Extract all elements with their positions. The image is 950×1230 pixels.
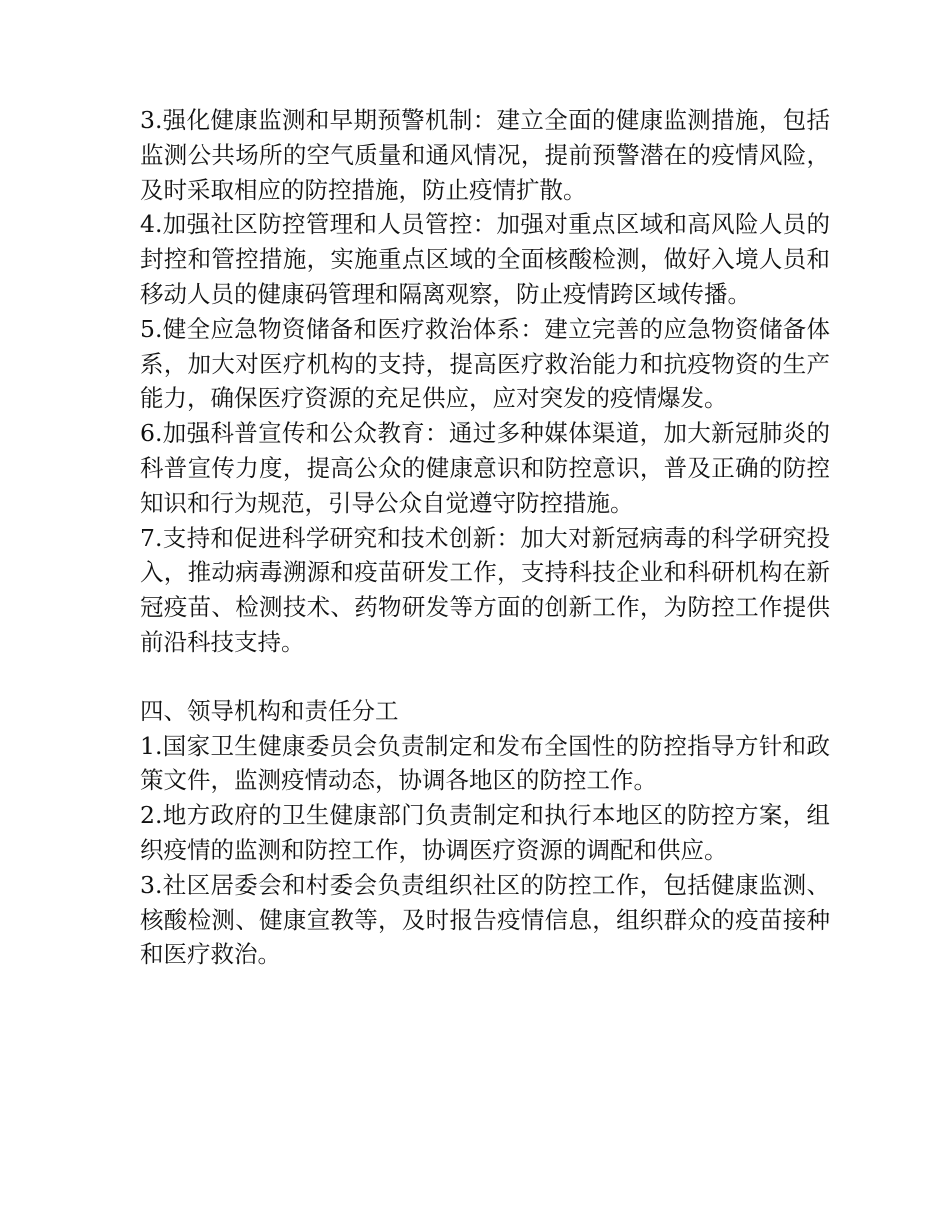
section4-item-1: 1.国家卫生健康委员会负责制定和发布全国性的防控指导方针和政策文件，监测疫情动态，协调各地区的防控工作。 [140, 731, 830, 795]
section3-item-4: 4.加强社区防控管理和人员管控：加强对重点区域和高风险人员的封控和管控措施，实施重点区域的全面核酸检测，做好入境人员和移动人员的健康码管理和隔离观察，防止疫情跨区域传播。 [140, 210, 830, 308]
document-page [140, 103, 830, 972]
section3-item-5: 5.健全应急物资储备和医疗救治体系：建立完善的应急物资储备体系，加大对医疗机构的支持，提高医疗救治能力和抗疫物资的生产能力，确保医疗资源的充足供应，应对突发的疫情爆发。 [140, 314, 830, 413]
section4-heading: 四、领导机构和责任分工 [140, 696, 399, 725]
section3-item-6: 6.加强科普宣传和公众教育：通过多种媒体渠道，加大新冠肺炎的科普宣传力度，提高公众的健康意识和防控意识，普及正确的防控知识和行为规范，引导公众自觉遵守防控措施。 [140, 419, 830, 517]
section4-item-2: 2.地方政府的卫生健康部门负责制定和执行本地区的防控方案，组织疫情的监测和防控工作，协调医疗资源的调配和供应。 [140, 801, 830, 864]
section3-item-7: 7.支持和促进科学研究和技术创新：加大对新冠病毒的科学研究投入，推动病毒溯源和疫苗研发工作，支持科技企业和科研机构在新冠疫苗、检测技术、药物研发等方面的创新工作，为防控工作提供前沿科技支持。 [140, 523, 830, 656]
section4-item-3: 3.社区居委会和村委会负责组织社区的防控工作，包括健康监测、核酸检测、健康宣教等，及时报告疫情信息，组织群众的疫苗接种和医疗救治。 [140, 870, 830, 969]
section3-item-3: 3.强化健康监测和早期预警机制：建立全面的健康监测措施，包括监测公共场所的空气质量和通风情况，提前预警潜在的疫情风险，及时采取相应的防控措施，防止疫情扩散。 [140, 106, 830, 204]
